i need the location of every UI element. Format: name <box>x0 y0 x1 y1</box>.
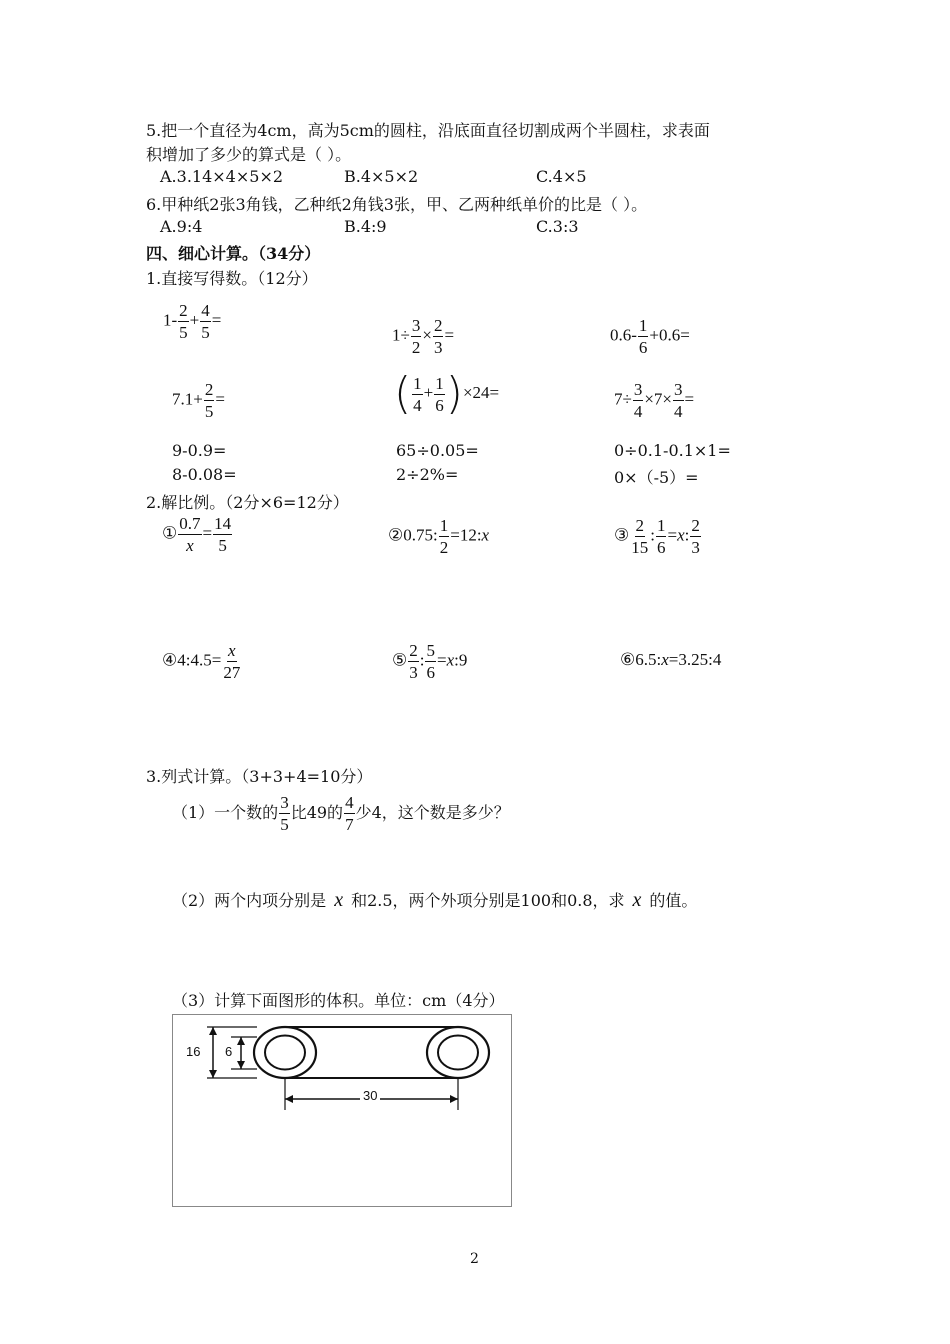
proportion-5: ⑤ $\frac{2}{3}$ : $\frac{5}{6}$ =x:9 <box>392 641 468 682</box>
calc-r1c3: 0.6- $\frac{1}{6}$ +0.6= <box>610 316 690 357</box>
q5-option-b: B.4×5×2 <box>344 167 419 186</box>
figure-drawing <box>173 1015 511 1206</box>
calc-r2c1: 7.1+ $\frac{2}{5}$ = <box>172 380 225 421</box>
proportion-1: ① $\frac{0.7}{x}$ = $\frac{14}{5}$ <box>162 514 232 555</box>
calc-r4c3: 0×（-5）= <box>614 468 699 487</box>
calc-r2c2: ( $\frac{1}{4}$ + $\frac{1}{6}$ )×24= <box>394 368 500 419</box>
q6-option-a: A.9:4 <box>160 217 203 236</box>
left-ring-inner <box>265 1036 305 1070</box>
word-problem-3: （3）计算下面图形的体积。单位：cm（4分） <box>172 991 505 1010</box>
proportion-3: ③ $\frac{2}{15}$ : $\frac{1}{6}$ =x: $\frac{2}{3}$ <box>614 516 700 557</box>
cylinder-figure <box>172 1014 512 1207</box>
q5-line1: 5.把一个直径为4cm，高为5cm的圆柱，沿底面直径切割成两个半圆柱，求表面 <box>146 121 710 140</box>
label-6: 6 <box>225 1044 233 1059</box>
q6-line: 6.甲种纸2张3角钱，乙种纸2角钱3张，甲、乙两种纸单价的比是（ ）。 <box>146 195 648 214</box>
proportion-4: ④4:4.5= $\frac{x}{27}$ <box>162 641 241 682</box>
calc-r4c1: 8-0.08= <box>172 465 237 484</box>
q5-line2: 积增加了多少的算式是（ ）。 <box>146 145 352 164</box>
proportion-6: ⑥6.5:x=3.25:4 <box>620 650 722 669</box>
word-problem-2: （2）两个内项分别是 x 和2.5，两个外项分别是100和0.8，求 x 的值。 <box>172 889 698 911</box>
q6-option-b: B.4:9 <box>344 217 387 236</box>
part1-title: 1.直接写得数。（12分） <box>146 269 318 288</box>
word-problem-1: （1）一个数的 $\frac{3}{5}$ 比49的 $\frac{4}{7}$ 少4，这个数是多少？ <box>172 793 510 834</box>
calc-r4c2: 2÷2%= <box>396 465 459 484</box>
section-heading: 四、细心计算。（34分） <box>146 244 321 263</box>
page-number: 2 <box>470 1251 479 1267</box>
part2-title: 2.解比例。（2分×6=12分） <box>146 493 349 512</box>
label-16: 16 <box>186 1044 201 1059</box>
proportion-2: ②0.75: $\frac{1}{2}$ =12:x <box>388 516 490 557</box>
calc-r3c3: 0÷0.1-0.1×1= <box>614 441 731 460</box>
q5-option-a: A.3.14×4×5×2 <box>160 167 284 186</box>
calc-r3c1: 9-0.9= <box>172 441 227 460</box>
right-ring-inner <box>438 1036 478 1070</box>
part3-title: 3.列式计算。（3+3+4=10分） <box>146 767 373 786</box>
calc-r2c3: 7÷ $\frac{3}{4}$ ×7× $\frac{3}{4}$ = <box>614 380 695 421</box>
q5-option-c: C.4×5 <box>536 167 587 186</box>
calc-r1c2: 1÷ $\frac{3}{2}$ × $\frac{2}{3}$ = <box>392 316 455 357</box>
q6-option-c: C.3:3 <box>536 217 579 236</box>
calc-r3c2: 65÷0.05= <box>396 441 479 460</box>
calc-r1c1: 1- $\frac{2}{5}$ + $\frac{4}{5}$ = <box>163 301 222 342</box>
label-30: 30 <box>360 1088 380 1103</box>
